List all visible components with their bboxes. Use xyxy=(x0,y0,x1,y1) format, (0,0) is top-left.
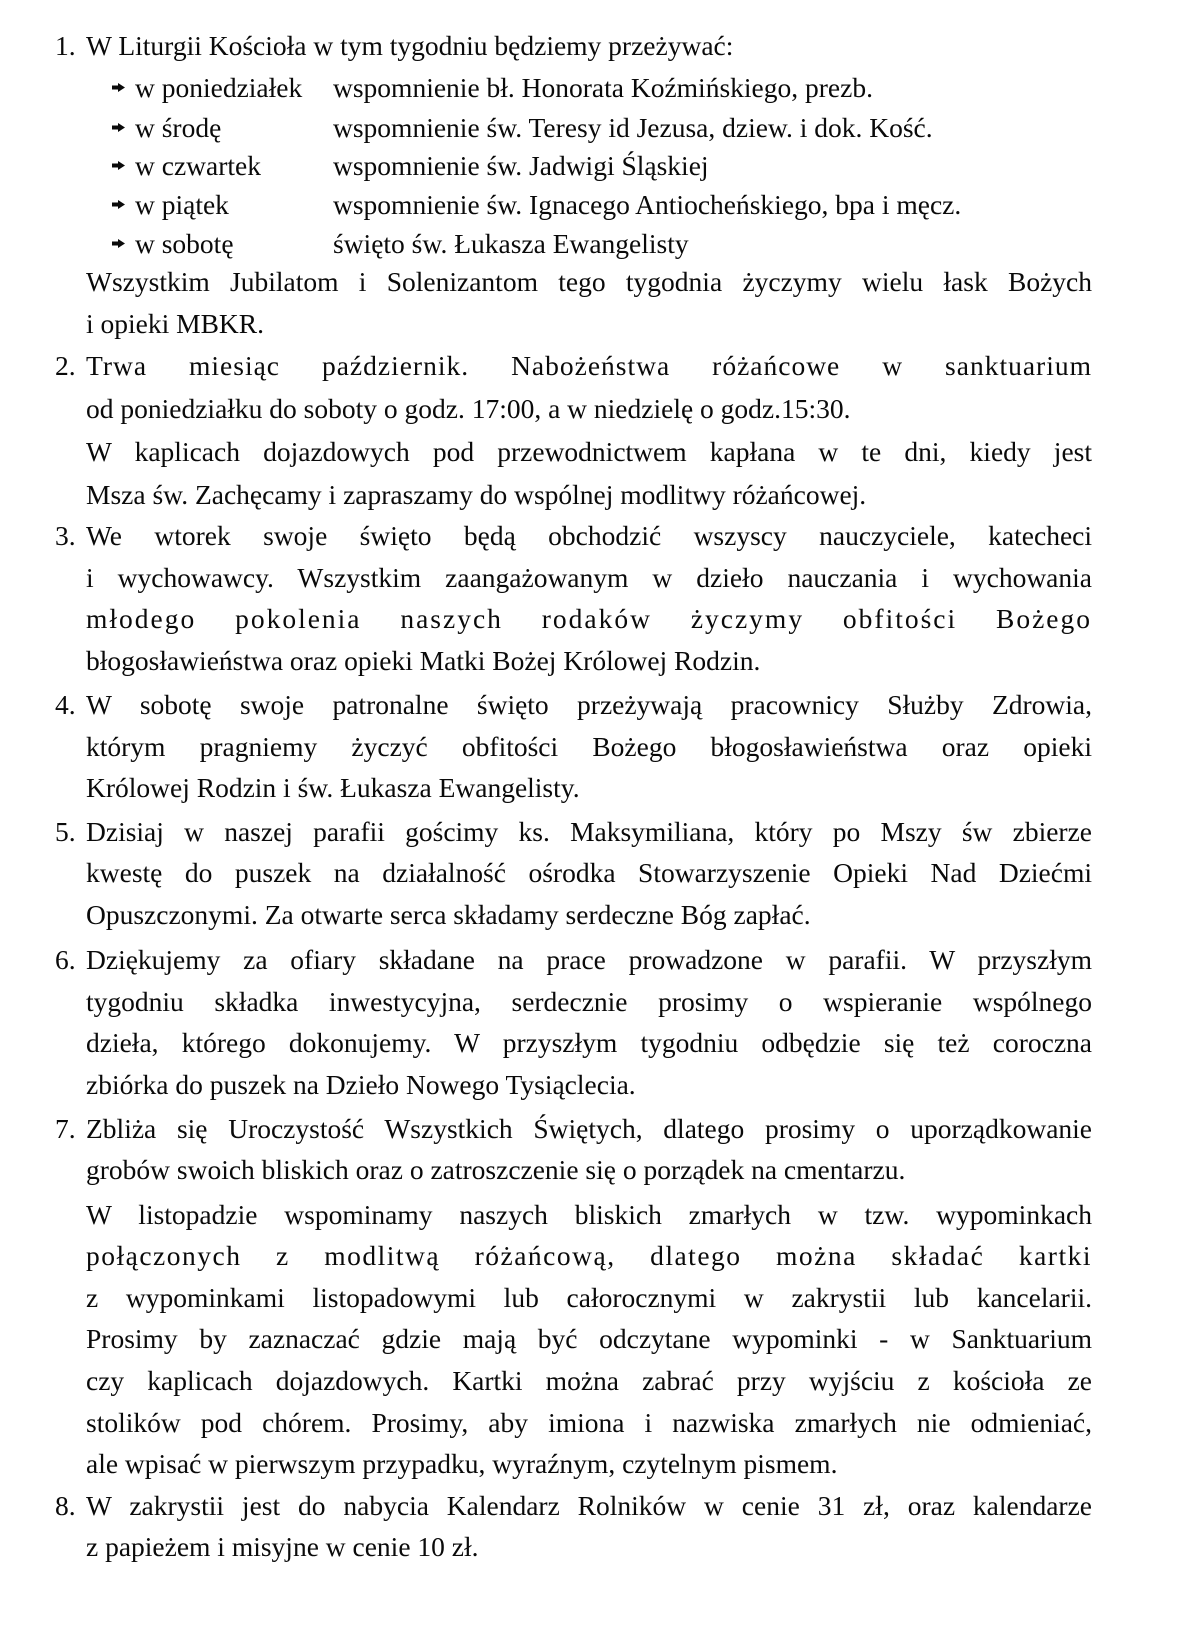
item-number: 3. xyxy=(55,520,76,551)
arrow-right-icon xyxy=(112,200,125,209)
item-number: 5. xyxy=(55,816,76,847)
item-6-line: zbiórka do puszek na Dzieło Nowego Tysiąclecia. xyxy=(86,1069,636,1100)
bullet-row xyxy=(112,189,229,221)
item-1-line: W Liturgii Kościoła w tym tygodniu będziemy przeżywać: xyxy=(86,30,734,61)
item-7-line: Zbliża się Uroczystość Wszystkich Świętych, dlatego prosimy o uporządkowanie xyxy=(86,1113,1092,1144)
item-5-line: Dzisiaj w naszej parafii gościmy ks. Maksymiliana, który po Mszy św zbierze xyxy=(86,816,1092,847)
bullet-day: w poniedziałek xyxy=(135,72,303,103)
item-6-line: Dziękujemy za ofiary składane na prace prowadzone w parafii. W przyszłym xyxy=(86,944,1092,975)
item-4-line: którym pragniemy życzyć obfitości Bożego błogosławieństwa oraz opieki xyxy=(86,731,1092,762)
item-number: 1. xyxy=(55,30,76,61)
item-2-line: od poniedziałku do soboty o godz. 17:00, a w niedzielę o godz.15:30. xyxy=(86,393,851,424)
item-1-line: Wszystkim Jubilatom i Solenizantom tego tygodnia życzymy wielu łask Bożych xyxy=(86,266,1092,297)
item-7-line: ale wpisać w pierwszym przypadku, wyraźnym, czytelnym pismem. xyxy=(86,1448,838,1479)
bullet-day: w czwartek xyxy=(135,150,261,181)
item-8-line: W zakrystii jest do nabycia Kalendarz Rolników w cenie 31 zł, oraz kalendarze xyxy=(86,1490,1092,1521)
item-4-line: W sobotę swoje patronalne święto przeżywają pracownicy Służby Zdrowia, xyxy=(86,689,1092,720)
item-7-line: Prosimy by zaznaczać gdzie mają być odczytane wypominki - w Sanktuarium xyxy=(86,1323,1092,1354)
arrow-right-icon xyxy=(112,161,125,170)
item-7-line: stolików pod chórem. Prosimy, aby imiona i nazwiska zmarłych nie odmieniać, xyxy=(86,1407,1092,1438)
item-3-line: i wychowawcy. Wszystkim zaangażowanym w dzieło nauczania i wychowania xyxy=(86,562,1092,593)
item-3-line: błogosławieństwa oraz opieki Matki Bożej Królowej Rodzin. xyxy=(86,645,761,676)
bullet-text: wspomnienie św. Jadwigi Śląskiej xyxy=(333,150,709,181)
item-number: 4. xyxy=(55,689,76,720)
item-4-line: Królowej Rodzin i św. Łukasza Ewangelisty. xyxy=(86,772,580,803)
bullet-text: wspomnienie św. Ignacego Antiocheńskiego, bpa i męcz. xyxy=(333,189,962,220)
item-2-line: W kaplicach dojazdowych pod przewodnictwem kapłana w te dni, kiedy jest xyxy=(86,436,1092,467)
item-1-line: i opieki MBKR. xyxy=(86,308,264,339)
item-2-line: Trwa miesiąc październik. Nabożeństwa różańcowe w sanktuarium xyxy=(86,350,1092,381)
arrow-right-icon xyxy=(112,123,125,132)
item-7-line: W listopadzie wspominamy naszych bliskich zmarłych w tzw. wypominkach xyxy=(86,1199,1092,1230)
item-6-line: dzieła, którego dokonujemy. W przyszłym tygodniu odbędzie się też coroczna xyxy=(86,1027,1092,1058)
bullet-text: wspomnienie bł. Honorata Koźmińskiego, prezb. xyxy=(333,72,873,103)
bullet-day: w piątek xyxy=(135,189,229,220)
bullet-row xyxy=(112,228,234,260)
bullet-text: wspomnienie św. Teresy id Jezusa, dziew. i dok. Kość. xyxy=(333,112,933,143)
bullet-row xyxy=(112,112,221,144)
item-7-line: z wypominkami listopadowymi lub całorocznymi w zakrystii lub kancelarii. xyxy=(86,1282,1092,1313)
item-2-line: Msza św. Zachęcamy i zapraszamy do wspólnej modlitwy różańcowej. xyxy=(86,479,867,510)
item-3-line: młodego pokolenia naszych rodaków życzymy obfitości Bożego xyxy=(86,603,1092,634)
item-5-line: kwestę do puszek na działalność ośrodka Stowarzyszenie Opieki Nad Dziećmi xyxy=(86,857,1092,888)
item-number: 7. xyxy=(55,1113,76,1144)
item-number: 2. xyxy=(55,350,76,381)
bullet-day: w środę xyxy=(135,112,222,143)
item-7-line: połączonych z modlitwą różańcową, dlatego można składać kartki xyxy=(86,1240,1092,1271)
item-5-line: Opuszczonymi. Za otwarte serca składamy serdeczne Bóg zapłać. xyxy=(86,899,811,930)
bullet-row xyxy=(112,72,302,104)
item-number: 8. xyxy=(55,1490,76,1521)
item-6-line: tygodniu składka inwestycyjna, serdecznie prosimy o wspieranie wspólnego xyxy=(86,986,1092,1017)
item-8-line: z papieżem i misyjne w cenie 10 zł. xyxy=(86,1531,479,1562)
arrow-right-icon xyxy=(112,239,125,248)
bullet-row xyxy=(112,150,261,182)
item-3-line: We wtorek swoje święto będą obchodzić wszyscy nauczyciele, katecheci xyxy=(86,520,1092,551)
arrow-right-icon xyxy=(112,83,125,92)
bullet-text: święto św. Łukasza Ewangelisty xyxy=(333,228,689,259)
item-number: 6. xyxy=(55,944,76,975)
item-7-line: czy kaplicach dojazdowych. Kartki można zabrać przy wyjściu z kościoła ze xyxy=(86,1365,1092,1396)
bullet-day: w sobotę xyxy=(135,228,234,259)
item-7-line: grobów swoich bliskich oraz o zatroszczenie się o porządek na cmentarzu. xyxy=(86,1154,906,1185)
